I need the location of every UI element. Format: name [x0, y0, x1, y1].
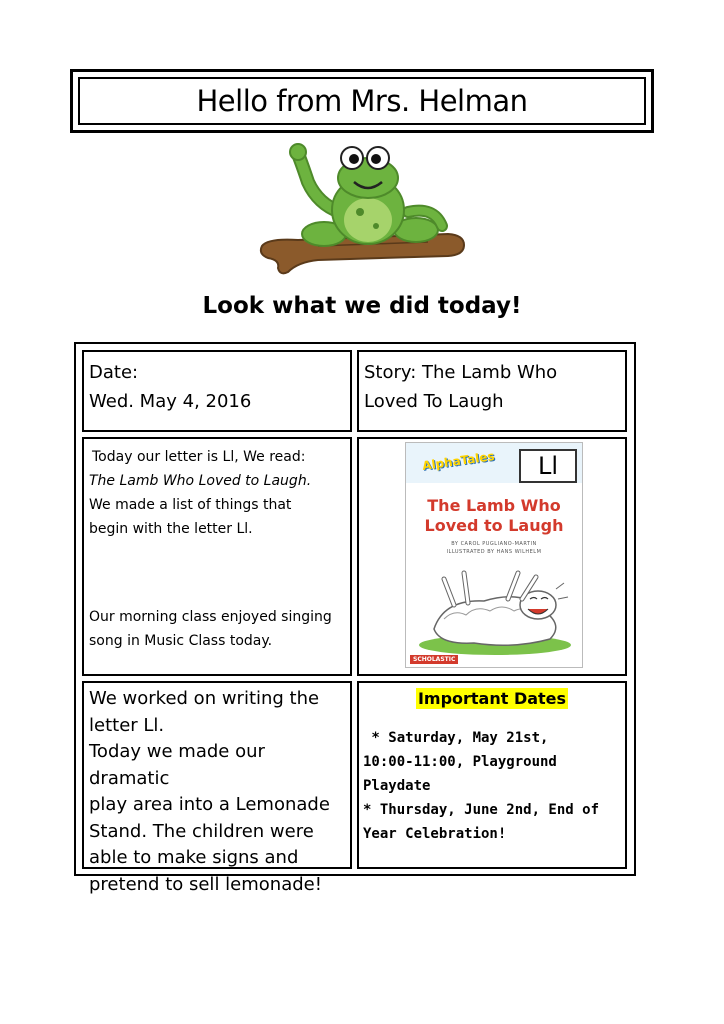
book-title-line-1: The Lamb Who [427, 496, 561, 515]
work-lines [89, 686, 350, 898]
important-dates-list [359, 708, 625, 846]
subheading: Look what we did today! [202, 293, 522, 319]
book-cover-title [406, 496, 582, 536]
important-date-line: * Saturday, May 21st, [363, 730, 549, 746]
book-cell [357, 437, 627, 676]
letter-cell [82, 437, 352, 676]
letter-line-3: We made a list of things that [89, 497, 292, 513]
page-title: Hello from Mrs. Helman [196, 84, 528, 118]
work-line: Stand. The children were [89, 820, 314, 842]
music-line-1: Our morning class enjoyed singing [89, 609, 332, 625]
work-line: pretend to sell lemonade! [89, 873, 322, 895]
important-dates-cell [357, 681, 627, 869]
work-line: We worked on writing the [89, 688, 320, 709]
book-author: BY CAROL PUGLIANO-MARTIN [451, 541, 537, 547]
date-cell [82, 350, 352, 432]
important-date-line: 10:00-11:00, Playground [363, 754, 557, 770]
letter-line-4: begin with the letter Ll. [89, 521, 253, 537]
book-publisher: SCHOLASTIC [410, 655, 458, 664]
title-box [70, 69, 654, 133]
work-line: play area into a Lemonade [89, 794, 330, 815]
book-series-logo: AlphaTales [421, 449, 496, 473]
frog-illustration [258, 142, 468, 278]
book-cover-image [405, 442, 583, 668]
date-label: Date: [89, 362, 139, 383]
important-date-line: * Thursday, June 2nd, End of [363, 802, 600, 818]
story-cell [357, 350, 627, 432]
music-line-2: song in Music Class today. [89, 633, 273, 649]
title-inner-border [78, 77, 646, 125]
laughing-lamb-illustration [414, 559, 576, 655]
story-line-1: Story: The Lamb Who [364, 362, 558, 383]
work-line: letter Ll. [89, 714, 165, 736]
work-line: able to make signs and [89, 847, 299, 868]
important-date-line: Playdate [363, 778, 431, 794]
important-dates-heading [359, 689, 625, 708]
letter-line-1: Today our letter is Ll, We read: [92, 449, 306, 465]
important-dates-heading-text: Important Dates [417, 689, 567, 708]
book-letter-badge: Ll [519, 449, 577, 483]
work-cell [82, 681, 352, 895]
story-line-2: Loved To Laugh [364, 391, 504, 412]
date-value: Wed. May 4, 2016 [89, 391, 252, 412]
important-date-line: Year Celebration! [363, 826, 507, 842]
book-title-line-2: Loved to Laugh [424, 516, 564, 535]
letter-book-title: The Lamb Who Loved to Laugh. [89, 473, 312, 489]
work-line: Today we made our dramatic [89, 741, 265, 789]
book-illustrator: ILLUSTRATED BY HANS WILHELM [446, 549, 542, 555]
